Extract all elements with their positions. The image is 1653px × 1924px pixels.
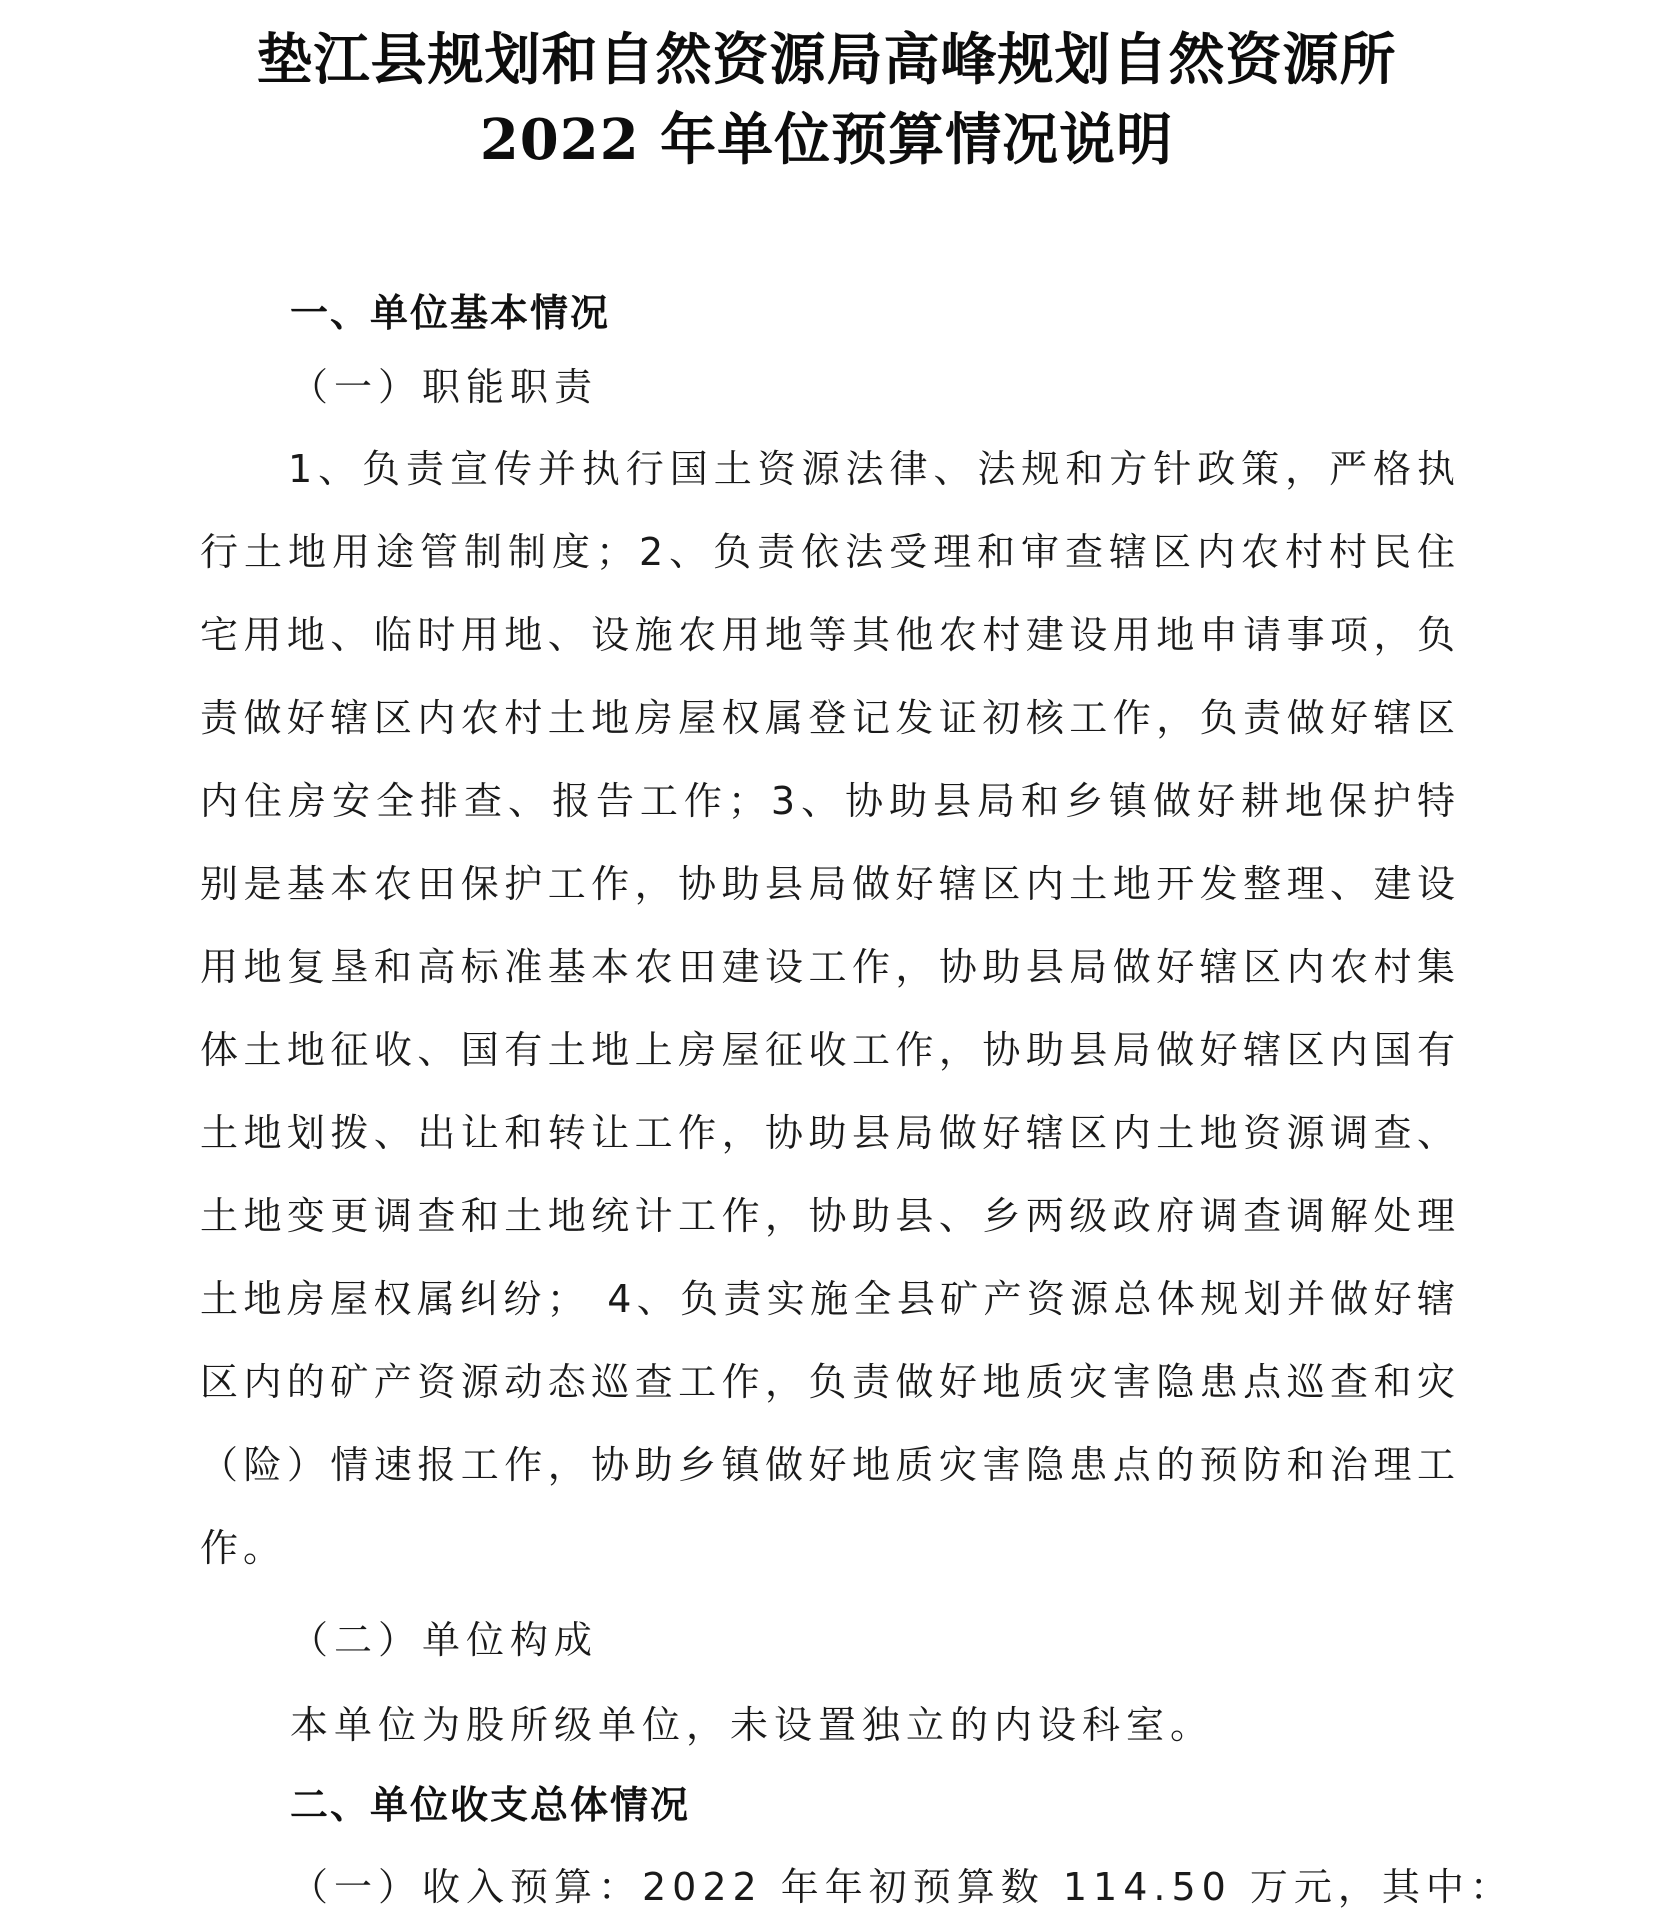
section-2-heading: 二、单位收支总体情况	[290, 1783, 691, 1827]
section-1-composition-paragraph: 本单位为股所级单位，未设置独立的内设科室。	[290, 1703, 1215, 1747]
section-1-subheading-duties: （一）职能职责	[290, 365, 599, 409]
document-title-line-2: 2022 年单位预算情况说明	[479, 107, 1174, 173]
section-1-subheading-composition: （二）单位构成	[290, 1618, 599, 1662]
section-1-heading: 一、单位基本情况	[290, 291, 611, 335]
document-title-line-1: 垫江县规划和自然资源局高峰规划自然资源所	[256, 27, 1397, 93]
section-1-duties-paragraph: 1、负责宣传并执行国土资源法律、法规和方针政策，严格执行土地用途管制制度；2、负责依法受理和审查辖区内农村村民住宅用地、临时用地、设施农用地等其他农村建设用地申请事项，负责做好辖区内农村土地房屋权属登记发证初核工作，负责做好辖区内住房安全排查、报告工作；3、协助县局和乡镇做好耕地保护特别是基本农田保护工作，协助县局做好辖区内土地开发整理、建设用地复垦和高标准基本农田建设工作，协助县局做好辖区内农村集体土地征收、国有土地上房屋征收工作，协助县局做好辖区内国有土地划拨、出让和转让工作，协助县局做好辖区内土地资源调查、土地变更调查和土地统计工作，协助县、乡两级政府调查调解处理土地房屋权属纠纷； 4、负责实施全县矿产资源总体规划并做好辖区内的矿产资源动态巡查工作，负责做好地质灾害隐患点巡查和灾（险）情速报工作，协助乡镇做好地质灾害隐患点的预防和治理工作。	[200, 447, 1460, 1570]
section-2-income-line: （一）收入预算：2022 年年初预算数 114.50 万元，其中：	[290, 1865, 1514, 1909]
